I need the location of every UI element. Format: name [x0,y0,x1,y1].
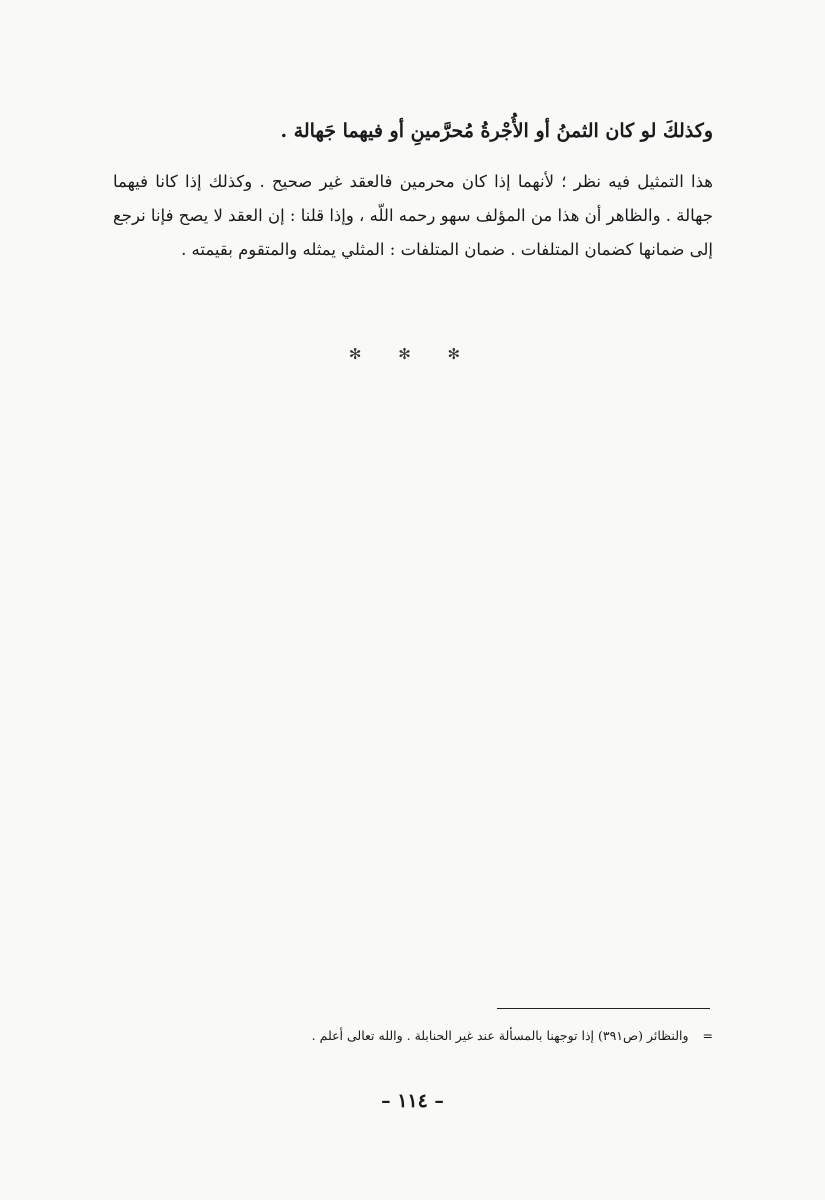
footnote-continuation-marker: = [702,1028,713,1043]
footnote [113,1025,713,1047]
footnote-divider [497,1008,710,1009]
commentary-paragraph: هذا التمثيل فيه نظر ؛ لأنهما إذا كان محرمين فالعقد غير صحيح . وكذلك إذا كانا فيهما جهالة . والظاهر أن هذا من المؤلف سهو رحمه اللّه ، وإذا قلنا : إن العقد لا يصح فإنا نرجع إلى ضمانها كضمان المتلفات . ضمان المتلفات : المثلي يمثله والمتقوم بقيمته . [113,172,713,259]
footnote-text: والنظائر (ص٣٩١) إذا توجهنا بالمسألة عند غير الحنابلة . والله تعالى أعلم . [311,1028,689,1043]
section-separator-stars: ✻ ✻ ✻ [348,345,477,363]
matn-text: وكذلكَ لو كان الثمنُ أو الأُجْرةُ مُحرَّمينِ أو فيهما جَهالة . [280,120,713,142]
page-number: – ١١٤ – [381,1090,444,1112]
